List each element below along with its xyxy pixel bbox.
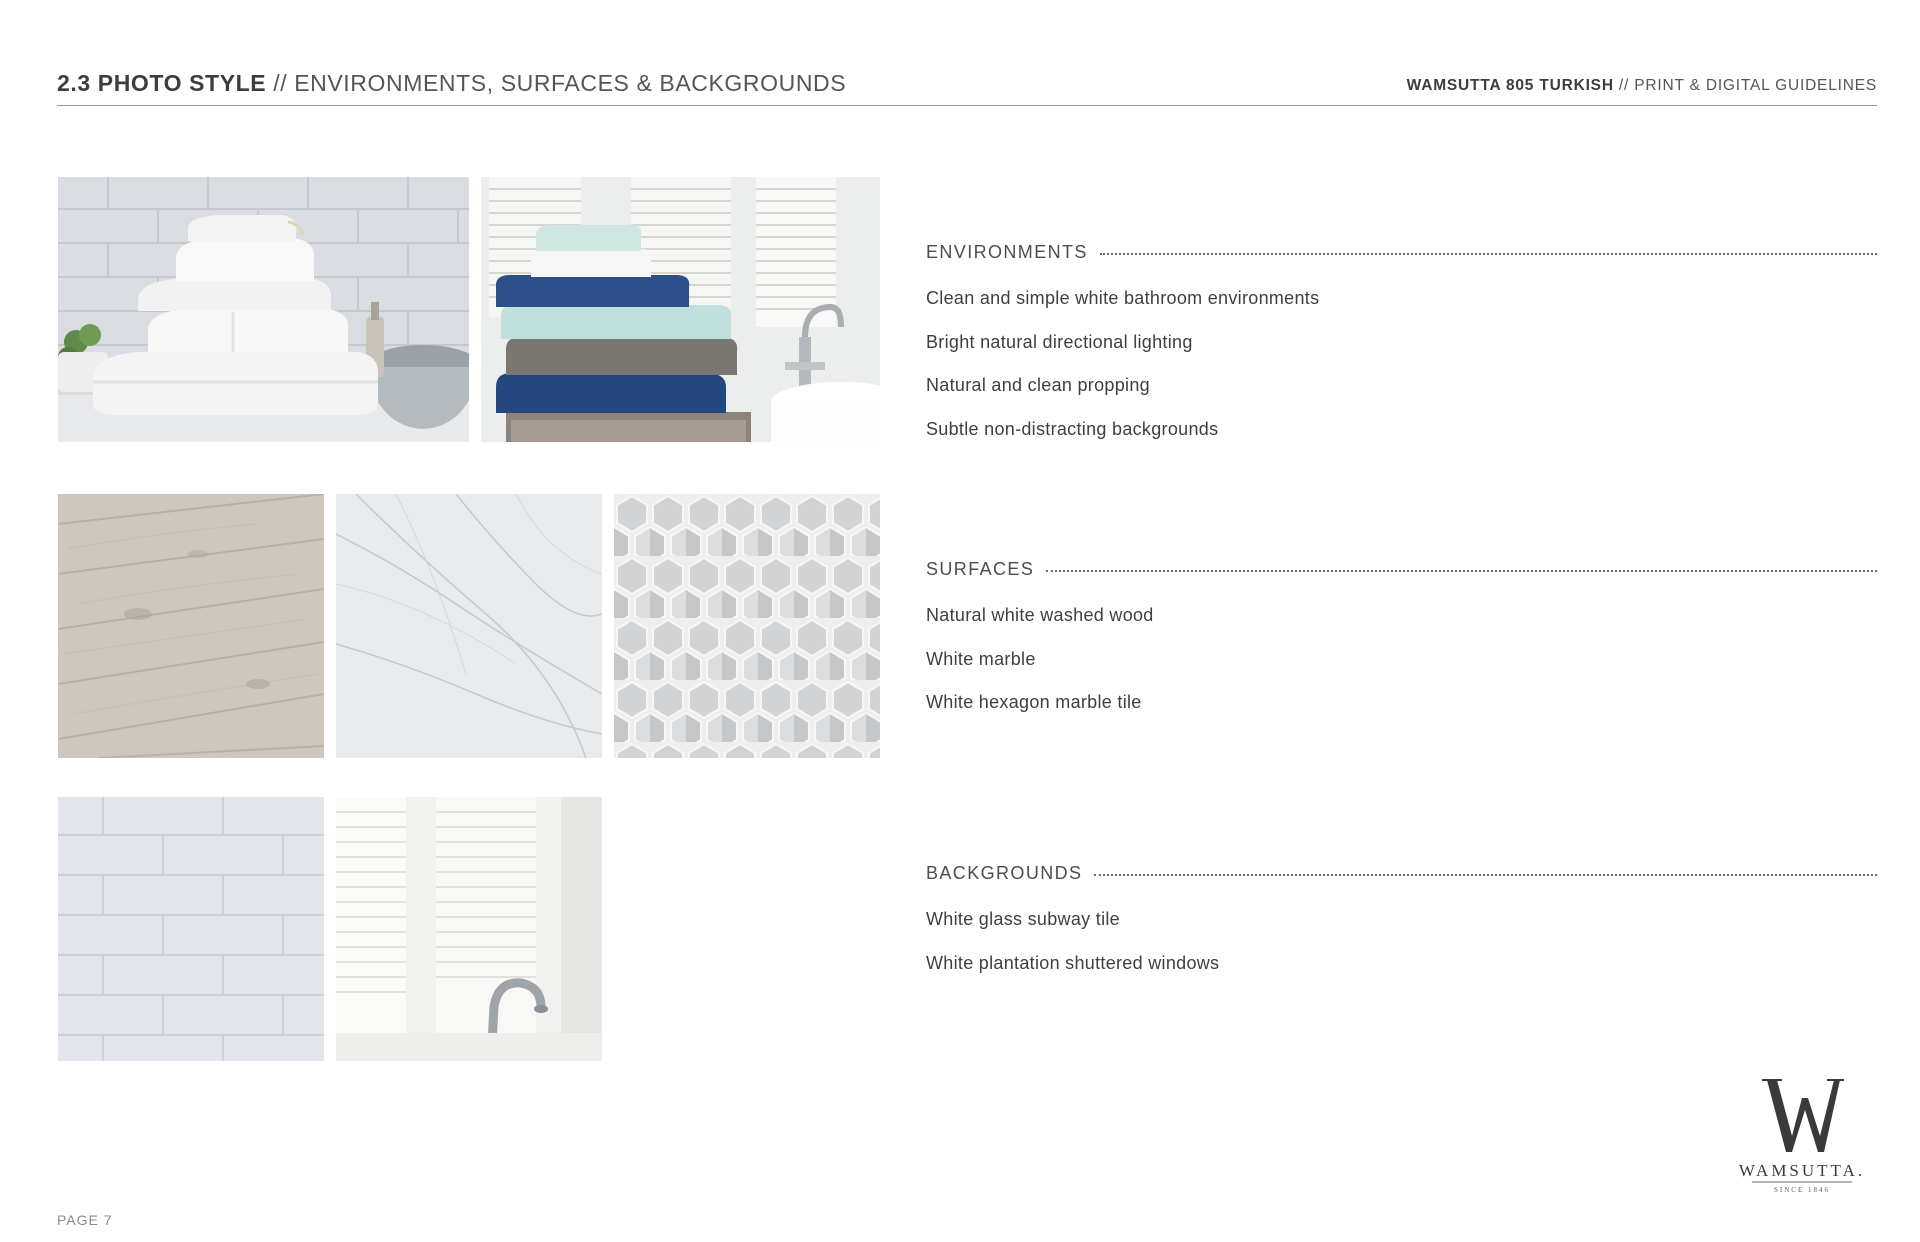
colored-towels-photo: [481, 177, 880, 442]
page-title: [57, 70, 846, 97]
document-header: [1407, 77, 1877, 95]
list-item: White marble: [926, 648, 1036, 669]
environments-list: [926, 288, 1877, 462]
backgrounds-heading-row: [926, 863, 1877, 884]
title-separator: //: [266, 70, 295, 96]
shuttered-window-photo: [336, 797, 602, 1061]
list-item: Clean and simple white bathroom environments: [926, 288, 1320, 308]
doc-separator: //: [1613, 77, 1635, 94]
white-marble-photo: [336, 494, 602, 758]
environments-heading: ENVIRONMENTS: [926, 242, 1088, 262]
hexagon-tile-photo: [614, 494, 880, 758]
brand-name: WAMSUTTA 805 TURKISH: [1406, 77, 1614, 94]
surfaces-heading-row: [926, 559, 1877, 580]
list-item: White plantation shuttered windows: [926, 952, 1220, 973]
section-subtitle: ENVIRONMENTS, SURFACES & BACKGROUNDS: [294, 70, 847, 96]
list-item: White glass subway tile: [926, 909, 1120, 929]
document-title: PRINT & DIGITAL GUIDELINES: [1634, 77, 1877, 94]
dotted-leader: [1046, 570, 1877, 572]
backgrounds-section: [926, 863, 1877, 996]
list-item: White hexagon marble tile: [926, 692, 1142, 712]
white-towels-photo: [58, 177, 469, 442]
subway-tile-photo: [58, 797, 324, 1061]
header-divider: [57, 105, 1877, 106]
surfaces-section: [926, 559, 1877, 736]
environments-heading-row: [926, 242, 1877, 263]
svg-text:SINCE 1846: SINCE 1846: [1774, 1186, 1830, 1194]
dotted-leader: [1100, 253, 1877, 255]
environments-section: [926, 242, 1877, 462]
dotted-leader: [1094, 874, 1877, 876]
washed-wood-photo: [58, 494, 324, 758]
backgrounds-heading: BACKGROUNDS: [926, 863, 1083, 883]
list-item: Natural and clean propping: [926, 375, 1150, 395]
wamsutta-logo: [1722, 1076, 1882, 1196]
svg-text:WAMSUTTA.: WAMSUTTA.: [1738, 1161, 1866, 1180]
list-item: Bright natural directional lighting: [926, 331, 1193, 352]
surfaces-heading: SURFACES: [926, 559, 1035, 579]
surfaces-list: [926, 605, 1877, 736]
page-number: PAGE 7: [57, 1212, 113, 1228]
backgrounds-list: [926, 909, 1877, 996]
list-item: Natural white washed wood: [926, 605, 1154, 625]
list-item: Subtle non-distracting backgrounds: [926, 418, 1219, 439]
section-number-title: 2.3 PHOTO STYLE: [57, 70, 267, 96]
